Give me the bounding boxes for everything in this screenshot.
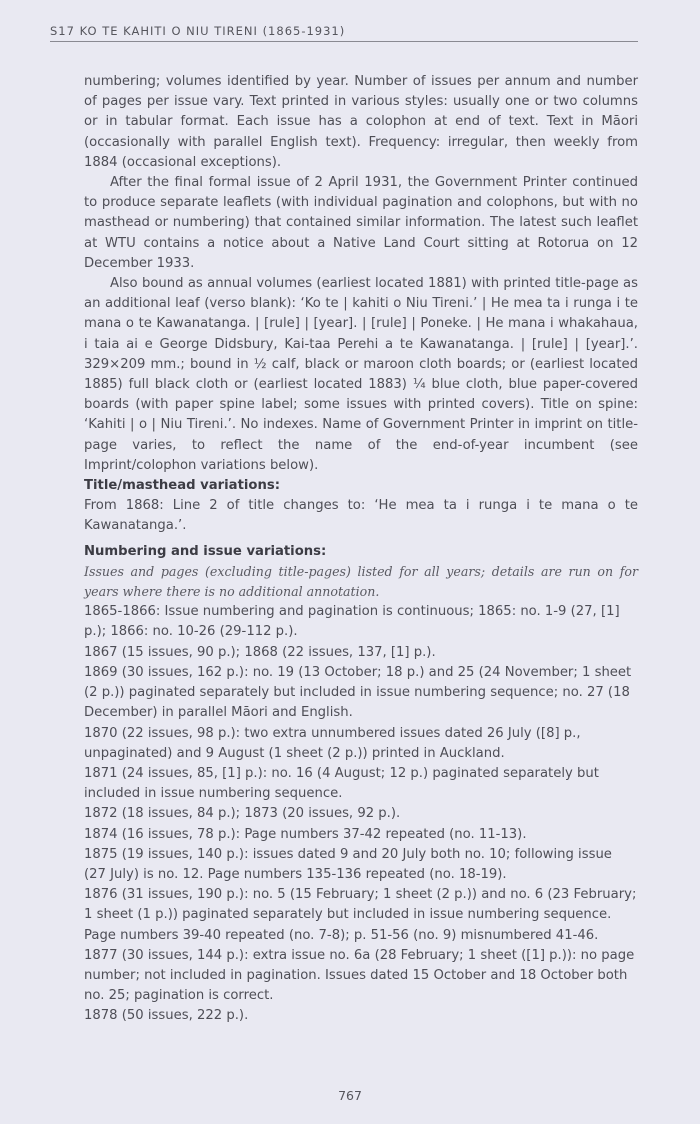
- title-variations-heading: Title/masthead variations:: [84, 478, 280, 494]
- title-variations-text: From 1868: Line 2 of title changes to: ‘He mea ta i runga i te mana o te Kawanatanga.’.: [84, 498, 638, 534]
- numbering-entry: 1870 (22 issues, 98 p.): two extra unnumbered issues dated 26 July ([8] p., unpaginated) and 9 August (1 sheet (2 p.)) printed in Auckland.: [84, 725, 581, 761]
- numbering-entry: 1872 (18 issues, 84 p.); 1873 (20 issues, 92 p.).: [84, 806, 401, 822]
- numbering-entry: 1874 (16 issues, 78 p.): Page numbers 37-42 repeated (no. 11-13).: [84, 826, 527, 842]
- paragraph-bound-volumes: Also bound as annual volumes (earliest located 1881) with printed title-page as an additional leaf (verso blank): ‘Ko te | kahiti o Niu Tireni.’ | He mea ta i runga i te mana o te Kawanatanga. | [rule] | [year]. | [rule] | Poneke. | He mana i whakahaua, i taia ai e George Didsbury, Kai-taa Perehi a te Kawanatanga. | [rule] | [year].’. 329×209 mm.; bound in ½ calf, black or maroon cloth boards; or (earliest located 1885) full black cloth or (earliest located 1883) ¼ blue cloth, blue paper-covered boards (with paper spine label; some issues with printed covers). Title on spine: ‘Kahiti | o | Niu Tireni.’. No indexes. Name of Government Printer in imprint on title-page varies, to reflect the name of the end-of-year incumbent (see Imprint/colophon variations below).: [84, 276, 638, 473]
- page-number: 767: [338, 1088, 362, 1103]
- body-text: [84, 72, 638, 1027]
- numbering-entry: 1867 (15 issues, 90 p.); 1868 (22 issues, 137, [1] p.).: [84, 644, 436, 660]
- numbering-entry: 1876 (31 issues, 190 p.): no. 5 (15 February; 1 sheet (2 p.)) and no. 6 (23 February; 1 sheet (1 p.)) paginated separately but included in issue numbering sequence. Page numbers 39-40 repeated (no. 7-8); p. 51-56 (no. 9) misnumbered 41-46.: [84, 887, 637, 943]
- numbering-entry: 1875 (19 issues, 140 p.): issues dated 9 and 20 July both no. 10; following issue (27 July) is no. 12. Page numbers 135-136 repeated (no. 18-19).: [84, 846, 612, 882]
- numbering-entry: 1877 (30 issues, 144 p.): extra issue no. 6a (28 February; 1 sheet ([1] p.)): no page number; not included in pagination. Issues dated 15 October and 18 October both no. 25; pagination is correct.: [84, 947, 635, 1004]
- numbering-entry: 1869 (30 issues, 162 p.): no. 19 (13 October; 18 p.) and 25 (24 November; 1 sheet (2 p.)) paginated separately but included in issue numbering sequence; no. 27 (18 December) in parallel Māori and English.: [84, 664, 632, 721]
- numbering-entry: 1878 (50 issues, 222 p.).: [84, 1008, 249, 1024]
- paragraph-continuation: numbering; volumes identified by year. Number of issues per annum and number of pages per issue vary. Text printed in various styles: usually one or two columns or in tabular format. Each issue has a colophon at end of text. Text in Māori (occasionally with parallel English text). Frequency: irregular, then weekly from 1884 (occasional exceptions).: [84, 74, 638, 170]
- numbering-entry: 1871 (24 issues, 85, [1] p.): no. 16 (4 August; 12 p.) paginated separately but included in issue numbering sequence.: [84, 765, 599, 802]
- numbering-heading: Numbering and issue variations:: [84, 543, 327, 559]
- numbering-note: Issues and pages (excluding title-pages) listed for all years; details are run on for years where there is no additional annotation.: [84, 563, 638, 600]
- paragraph-leaflets: After the final formal issue of 2 April 1931, the Government Printer continued to produce separate leaflets (with individual pagination and colophons, but with no masthead or numbering) that contained similar information. The latest such leaflet at WTU contains a notice about a Native Land Court sitting at Rotorua on 12 December 1933.: [84, 175, 638, 271]
- running-head: S17 KO TE KAHITI O NIU TIRENI (1865-1931): [50, 24, 638, 42]
- numbering-entry: 1865-1866: Issue numbering and pagination is continuous; 1865: no. 1-9 (27, [1] p.); 1866: no. 10-26 (29-112 p.).: [84, 604, 620, 640]
